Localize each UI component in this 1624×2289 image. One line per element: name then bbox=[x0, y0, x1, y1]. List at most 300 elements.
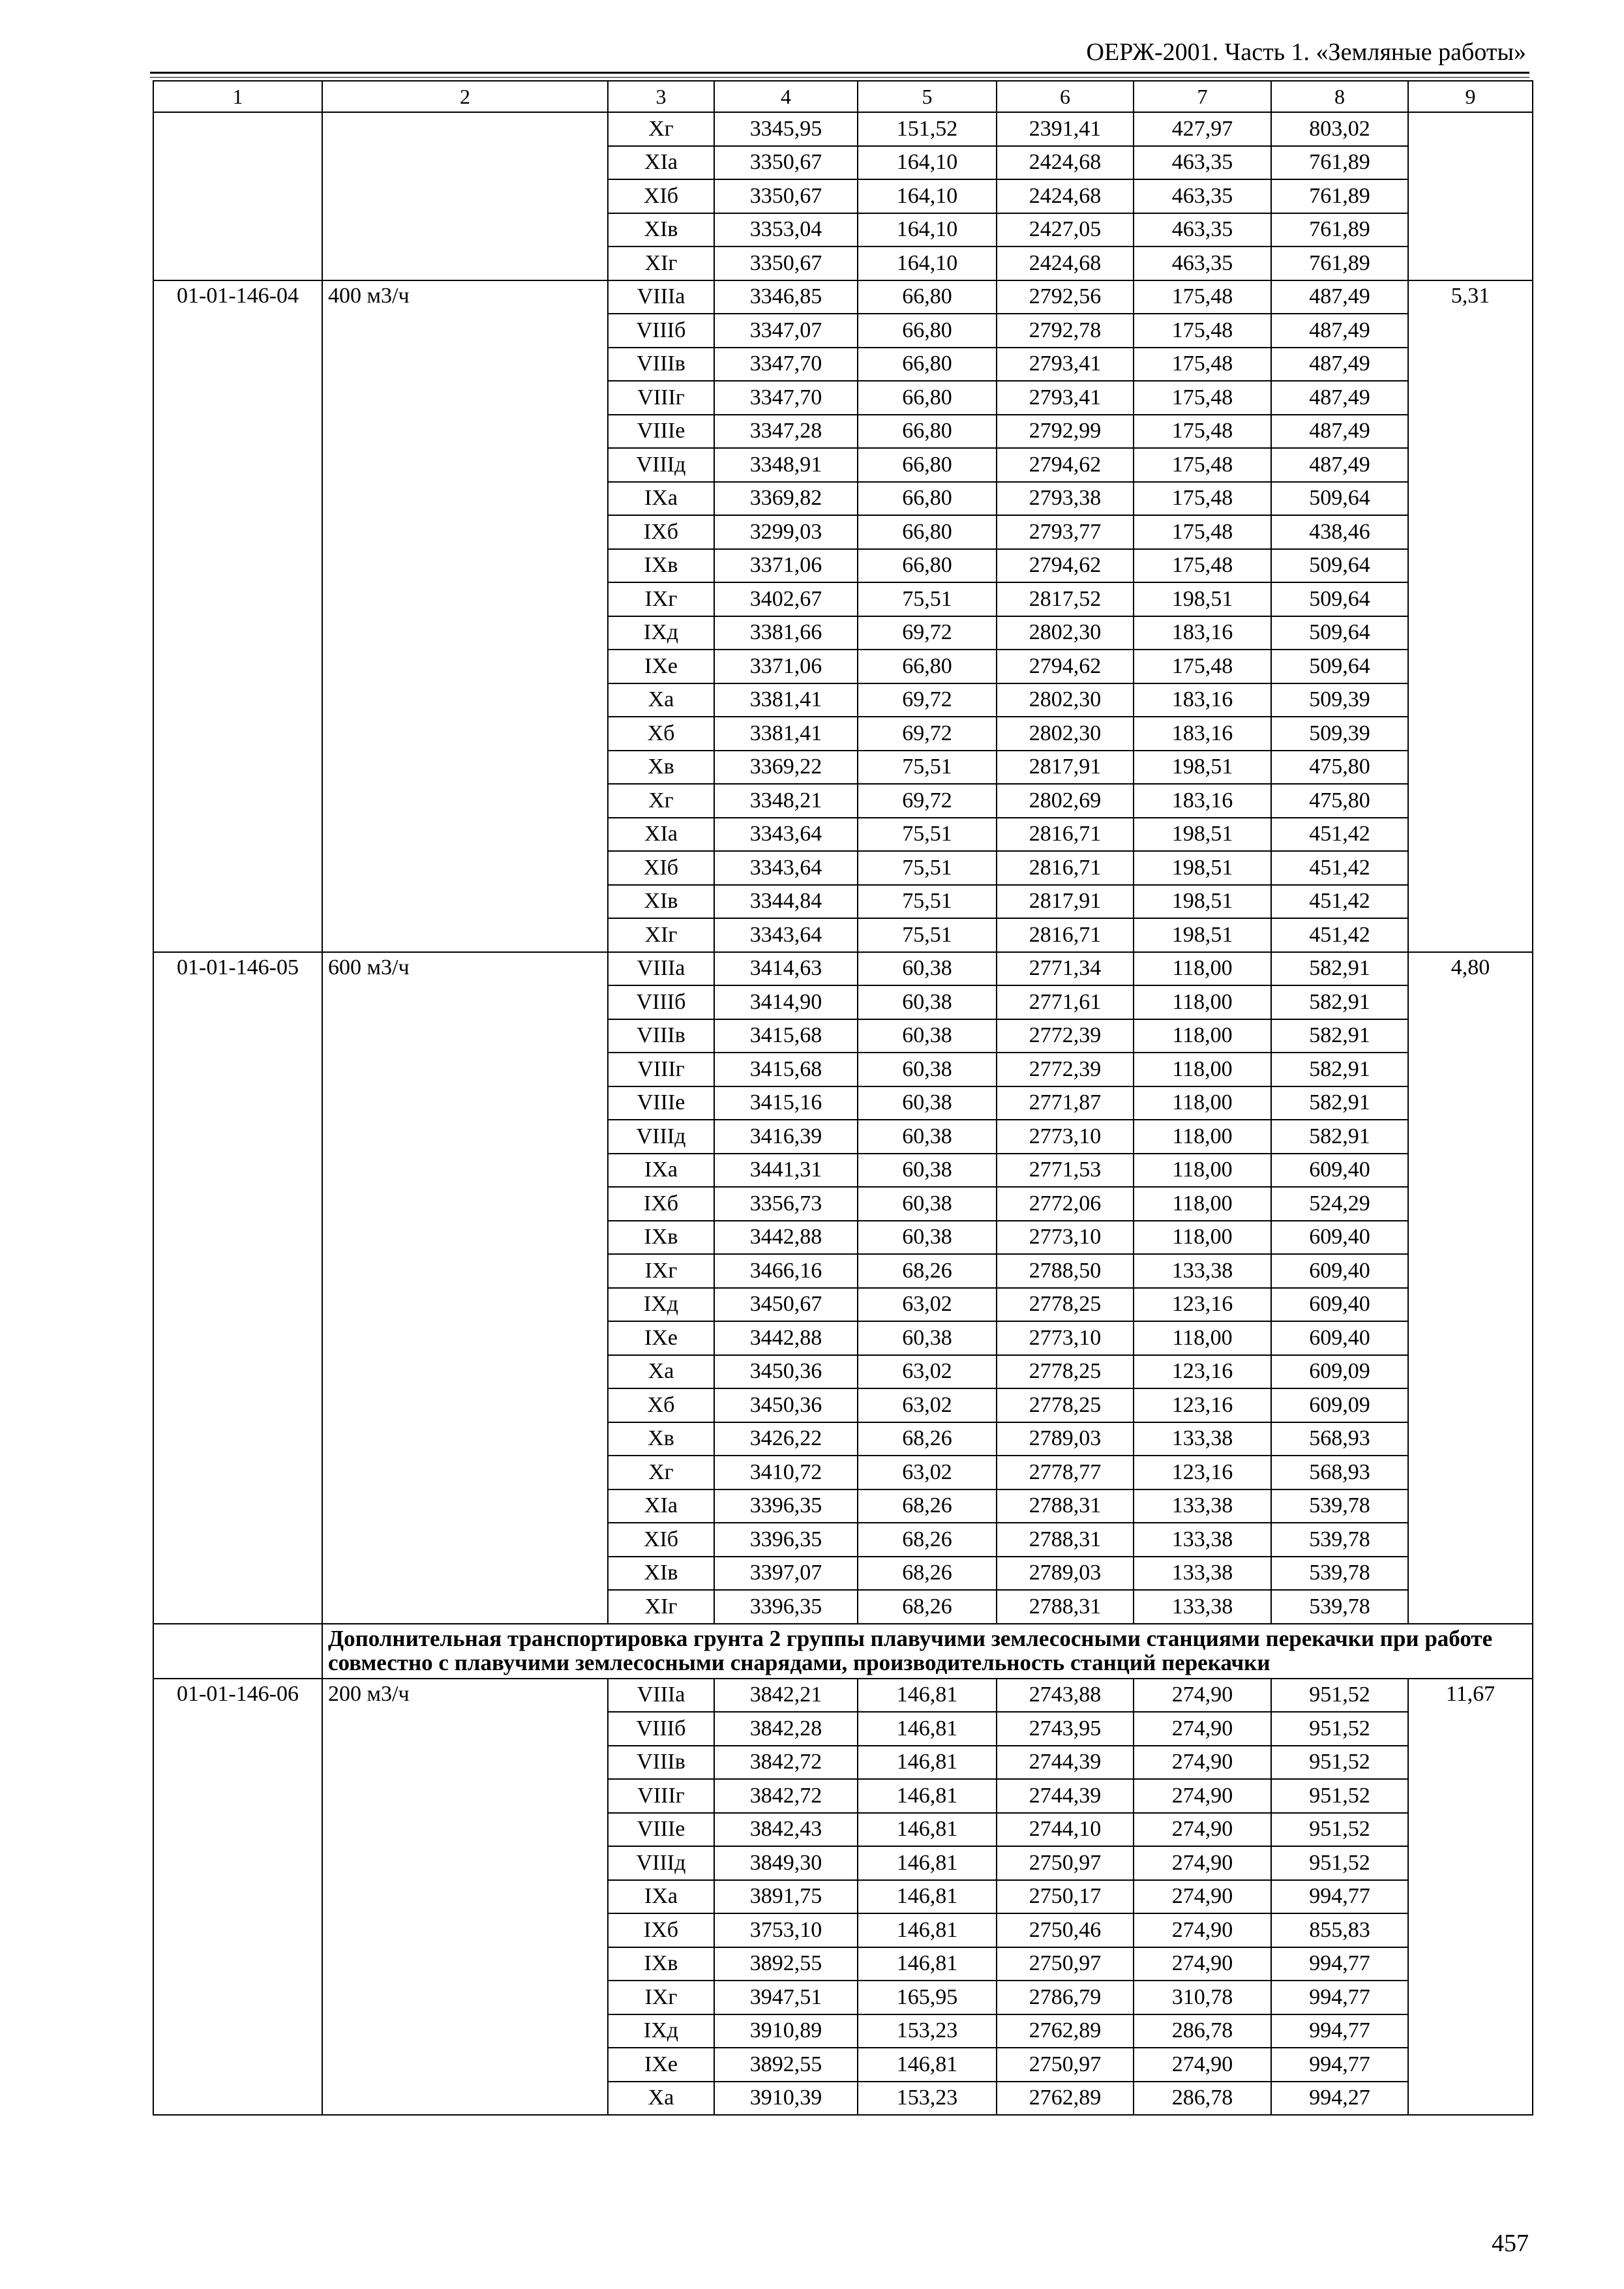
value-cell: 60,38 bbox=[858, 1187, 997, 1221]
category-cell: XIв bbox=[608, 885, 714, 919]
category-cell: XIг bbox=[608, 918, 714, 952]
value-cell: 123,16 bbox=[1134, 1456, 1271, 1489]
category-cell: IXб bbox=[608, 1913, 714, 1947]
value-cell: 2772,39 bbox=[997, 1019, 1134, 1053]
category-cell: XIг bbox=[608, 247, 714, 280]
value-cell: 3416,39 bbox=[714, 1120, 858, 1154]
category-cell: Xб bbox=[608, 717, 714, 751]
value-cell: 509,64 bbox=[1271, 616, 1408, 650]
value-cell: 2778,25 bbox=[997, 1355, 1134, 1389]
col-number: 7 bbox=[1134, 81, 1271, 112]
value-cell: 509,39 bbox=[1271, 683, 1408, 717]
value-cell: 66,80 bbox=[858, 515, 997, 549]
value-cell: 63,02 bbox=[858, 1288, 997, 1322]
category-cell: VIIIа bbox=[608, 952, 714, 986]
value-cell: 3426,22 bbox=[714, 1422, 858, 1456]
category-cell: IXе bbox=[608, 1321, 714, 1355]
value-cell: 509,64 bbox=[1271, 582, 1408, 616]
col-number: 4 bbox=[714, 81, 858, 112]
value-cell: 582,91 bbox=[1271, 985, 1408, 1019]
value-cell: 994,77 bbox=[1271, 1880, 1408, 1914]
value-cell: 609,40 bbox=[1271, 1154, 1408, 1188]
value-cell: 66,80 bbox=[858, 348, 997, 382]
category-cell: IXв bbox=[608, 549, 714, 583]
value-cell: 487,49 bbox=[1271, 448, 1408, 482]
value-cell: 75,51 bbox=[858, 885, 997, 919]
value-cell: 123,16 bbox=[1134, 1355, 1271, 1389]
value-cell: 175,48 bbox=[1134, 549, 1271, 583]
value-cell: 2789,03 bbox=[997, 1557, 1134, 1591]
category-cell: IXг bbox=[608, 1254, 714, 1288]
value-cell: 3910,39 bbox=[714, 2082, 858, 2116]
category-cell: VIIIе bbox=[608, 415, 714, 449]
value-cell: 164,10 bbox=[858, 146, 997, 180]
value-cell: 118,00 bbox=[1134, 1120, 1271, 1154]
rate-name: 600 м3/ч bbox=[322, 952, 608, 1624]
coefficient-cell: 4,80 bbox=[1408, 952, 1533, 1624]
value-cell: 2773,10 bbox=[997, 1221, 1134, 1255]
section-title-code-cell bbox=[153, 1624, 322, 1679]
value-cell: 951,52 bbox=[1271, 1679, 1408, 1713]
value-cell: 274,90 bbox=[1134, 1746, 1271, 1780]
category-cell: IXа bbox=[608, 1880, 714, 1914]
value-cell: 3441,31 bbox=[714, 1154, 858, 1188]
value-cell: 164,10 bbox=[858, 179, 997, 213]
value-cell: 165,95 bbox=[858, 1981, 997, 2014]
value-cell: 118,00 bbox=[1134, 1086, 1271, 1120]
value-cell: 153,23 bbox=[858, 2014, 997, 2048]
value-cell: 609,40 bbox=[1271, 1321, 1408, 1355]
category-cell: IXв bbox=[608, 1221, 714, 1255]
value-cell: 75,51 bbox=[858, 818, 997, 852]
category-cell: IXа bbox=[608, 1154, 714, 1188]
value-cell: 487,49 bbox=[1271, 348, 1408, 382]
value-cell: 951,52 bbox=[1271, 1813, 1408, 1847]
value-cell: 2424,68 bbox=[997, 146, 1134, 180]
value-cell: 63,02 bbox=[858, 1456, 997, 1489]
category-cell: XIв bbox=[608, 1557, 714, 1591]
value-cell: 60,38 bbox=[858, 1321, 997, 1355]
value-cell: 2771,61 bbox=[997, 985, 1134, 1019]
value-cell: 2772,39 bbox=[997, 1053, 1134, 1086]
value-cell: 123,16 bbox=[1134, 1288, 1271, 1322]
value-cell: 118,00 bbox=[1134, 1019, 1271, 1053]
value-cell: 463,35 bbox=[1134, 179, 1271, 213]
value-cell: 60,38 bbox=[858, 1019, 997, 1053]
value-cell: 609,09 bbox=[1271, 1388, 1408, 1422]
category-cell: VIIIг bbox=[608, 1053, 714, 1086]
value-cell: 3842,28 bbox=[714, 1712, 858, 1746]
header-rule-thick bbox=[150, 72, 1529, 74]
col-number: 5 bbox=[858, 81, 997, 112]
value-cell: 2786,79 bbox=[997, 1981, 1134, 2014]
category-cell: Xв bbox=[608, 751, 714, 785]
value-cell: 3466,16 bbox=[714, 1254, 858, 1288]
rate-code: 01-01-146-05 bbox=[153, 952, 322, 1624]
value-cell: 151,52 bbox=[858, 112, 997, 146]
value-cell: 60,38 bbox=[858, 1120, 997, 1154]
value-cell: 2792,78 bbox=[997, 314, 1134, 348]
value-cell: 2817,91 bbox=[997, 885, 1134, 919]
value-cell: 582,91 bbox=[1271, 952, 1408, 986]
category-cell: VIIIе bbox=[608, 1086, 714, 1120]
value-cell: 609,40 bbox=[1271, 1288, 1408, 1322]
value-cell: 427,97 bbox=[1134, 112, 1271, 146]
value-cell: 3348,21 bbox=[714, 784, 858, 818]
category-cell: XIб bbox=[608, 1523, 714, 1557]
value-cell: 69,72 bbox=[858, 683, 997, 717]
value-cell: 133,38 bbox=[1134, 1523, 1271, 1557]
category-cell: Xа bbox=[608, 683, 714, 717]
value-cell: 3849,30 bbox=[714, 1846, 858, 1880]
value-cell: 274,90 bbox=[1134, 1947, 1271, 1981]
category-cell: IXе bbox=[608, 2048, 714, 2082]
col-number: 6 bbox=[997, 81, 1134, 112]
value-cell: 175,48 bbox=[1134, 381, 1271, 415]
value-cell: 68,26 bbox=[858, 1523, 997, 1557]
value-cell: 175,48 bbox=[1134, 448, 1271, 482]
value-cell: 487,49 bbox=[1271, 280, 1408, 314]
value-cell: 198,51 bbox=[1134, 582, 1271, 616]
value-cell: 146,81 bbox=[858, 1846, 997, 1880]
category-cell: XIв bbox=[608, 213, 714, 247]
category-cell: VIIIв bbox=[608, 1019, 714, 1053]
value-cell: 3343,64 bbox=[714, 851, 858, 885]
category-cell: IXа bbox=[608, 482, 714, 516]
category-cell: IXд bbox=[608, 2014, 714, 2048]
value-cell: 994,77 bbox=[1271, 1981, 1408, 2014]
value-cell: 951,52 bbox=[1271, 1712, 1408, 1746]
value-cell: 69,72 bbox=[858, 717, 997, 751]
value-cell: 75,51 bbox=[858, 582, 997, 616]
value-cell: 3350,67 bbox=[714, 179, 858, 213]
value-cell: 3842,72 bbox=[714, 1779, 858, 1813]
value-cell: 3347,07 bbox=[714, 314, 858, 348]
value-cell: 994,77 bbox=[1271, 2014, 1408, 2048]
column-number-row bbox=[153, 81, 1533, 112]
value-cell: 2743,95 bbox=[997, 1712, 1134, 1746]
value-cell: 2773,10 bbox=[997, 1321, 1134, 1355]
value-cell: 3371,06 bbox=[714, 650, 858, 683]
category-cell: IXб bbox=[608, 515, 714, 549]
value-cell: 198,51 bbox=[1134, 851, 1271, 885]
value-cell: 198,51 bbox=[1134, 818, 1271, 852]
value-cell: 3397,07 bbox=[714, 1557, 858, 1591]
value-cell: 133,38 bbox=[1134, 1557, 1271, 1591]
value-cell: 3345,95 bbox=[714, 112, 858, 146]
value-cell: 2424,68 bbox=[997, 247, 1134, 280]
value-cell: 68,26 bbox=[858, 1489, 997, 1523]
value-cell: 2793,38 bbox=[997, 482, 1134, 516]
rate-code bbox=[153, 112, 322, 280]
value-cell: 146,81 bbox=[858, 2048, 997, 2082]
value-cell: 2789,03 bbox=[997, 1422, 1134, 1456]
value-cell: 463,35 bbox=[1134, 247, 1271, 280]
value-cell: 609,09 bbox=[1271, 1355, 1408, 1389]
value-cell: 3356,73 bbox=[714, 1187, 858, 1221]
value-cell: 2802,30 bbox=[997, 616, 1134, 650]
value-cell: 68,26 bbox=[858, 1254, 997, 1288]
value-cell: 66,80 bbox=[858, 650, 997, 683]
value-cell: 539,78 bbox=[1271, 1590, 1408, 1624]
category-cell: IXг bbox=[608, 1981, 714, 2014]
running-header: ОЕРЖ-2001. Часть 1. «Земляные работы» bbox=[1086, 38, 1526, 66]
value-cell: 75,51 bbox=[858, 751, 997, 785]
category-cell: IXд bbox=[608, 1288, 714, 1322]
value-cell: 2744,39 bbox=[997, 1779, 1134, 1813]
value-cell: 3381,41 bbox=[714, 717, 858, 751]
value-cell: 146,81 bbox=[858, 1913, 997, 1947]
value-cell: 2816,71 bbox=[997, 818, 1134, 852]
section-title-row bbox=[153, 1624, 1533, 1679]
coefficient-cell: 11,67 bbox=[1408, 1679, 1533, 2116]
value-cell: 2802,30 bbox=[997, 683, 1134, 717]
value-cell: 118,00 bbox=[1134, 985, 1271, 1019]
table-row bbox=[153, 1679, 1533, 1713]
value-cell: 153,23 bbox=[858, 2082, 997, 2116]
value-cell: 539,78 bbox=[1271, 1489, 1408, 1523]
rates-table bbox=[153, 80, 1533, 2116]
value-cell: 994,27 bbox=[1271, 2082, 1408, 2116]
value-cell: 2427,05 bbox=[997, 213, 1134, 247]
value-cell: 164,10 bbox=[858, 247, 997, 280]
value-cell: 3414,90 bbox=[714, 985, 858, 1019]
value-cell: 2788,31 bbox=[997, 1523, 1134, 1557]
value-cell: 3343,64 bbox=[714, 818, 858, 852]
value-cell: 3369,22 bbox=[714, 751, 858, 785]
value-cell: 3450,67 bbox=[714, 1288, 858, 1322]
value-cell: 146,81 bbox=[858, 1813, 997, 1847]
value-cell: 2771,87 bbox=[997, 1086, 1134, 1120]
value-cell: 75,51 bbox=[858, 918, 997, 952]
value-cell: 175,48 bbox=[1134, 280, 1271, 314]
rate-name: 400 м3/ч bbox=[322, 280, 608, 952]
value-cell: 539,78 bbox=[1271, 1523, 1408, 1557]
value-cell: 463,35 bbox=[1134, 146, 1271, 180]
category-cell: XIа bbox=[608, 1489, 714, 1523]
value-cell: 2794,62 bbox=[997, 448, 1134, 482]
value-cell: 463,35 bbox=[1134, 213, 1271, 247]
value-cell: 2793,41 bbox=[997, 348, 1134, 382]
value-cell: 123,16 bbox=[1134, 1388, 1271, 1422]
value-cell: 133,38 bbox=[1134, 1254, 1271, 1288]
category-cell: Xг bbox=[608, 112, 714, 146]
value-cell: 274,90 bbox=[1134, 1880, 1271, 1914]
value-cell: 310,78 bbox=[1134, 1981, 1271, 2014]
value-cell: 75,51 bbox=[858, 851, 997, 885]
category-cell: Xг bbox=[608, 784, 714, 818]
value-cell: 3842,21 bbox=[714, 1679, 858, 1713]
value-cell: 487,49 bbox=[1271, 381, 1408, 415]
value-cell: 146,81 bbox=[858, 1746, 997, 1780]
col-number: 8 bbox=[1271, 81, 1408, 112]
rate-name: 200 м3/ч bbox=[322, 1679, 608, 2116]
value-cell: 60,38 bbox=[858, 985, 997, 1019]
col-number: 1 bbox=[153, 81, 322, 112]
value-cell: 568,93 bbox=[1271, 1422, 1408, 1456]
value-cell: 2750,46 bbox=[997, 1913, 1134, 1947]
value-cell: 2793,77 bbox=[997, 515, 1134, 549]
value-cell: 286,78 bbox=[1134, 2014, 1271, 2048]
value-cell: 451,42 bbox=[1271, 851, 1408, 885]
value-cell: 63,02 bbox=[858, 1355, 997, 1389]
value-cell: 118,00 bbox=[1134, 1154, 1271, 1188]
category-cell: XIб bbox=[608, 179, 714, 213]
value-cell: 568,93 bbox=[1271, 1456, 1408, 1489]
value-cell: 2744,10 bbox=[997, 1813, 1134, 1847]
value-cell: 951,52 bbox=[1271, 1846, 1408, 1880]
value-cell: 146,81 bbox=[858, 1947, 997, 1981]
value-cell: 175,48 bbox=[1134, 650, 1271, 683]
value-cell: 524,29 bbox=[1271, 1187, 1408, 1221]
value-cell: 3947,51 bbox=[714, 1981, 858, 2014]
category-cell: IXг bbox=[608, 582, 714, 616]
value-cell: 3347,28 bbox=[714, 415, 858, 449]
value-cell: 994,77 bbox=[1271, 1947, 1408, 1981]
category-cell: VIIIб bbox=[608, 314, 714, 348]
value-cell: 68,26 bbox=[858, 1590, 997, 1624]
value-cell: 487,49 bbox=[1271, 415, 1408, 449]
value-cell: 509,64 bbox=[1271, 482, 1408, 516]
value-cell: 198,51 bbox=[1134, 885, 1271, 919]
value-cell: 2391,41 bbox=[997, 112, 1134, 146]
value-cell: 63,02 bbox=[858, 1388, 997, 1422]
value-cell: 2794,62 bbox=[997, 549, 1134, 583]
value-cell: 3348,91 bbox=[714, 448, 858, 482]
value-cell: 761,89 bbox=[1271, 213, 1408, 247]
value-cell: 68,26 bbox=[858, 1557, 997, 1591]
value-cell: 3381,66 bbox=[714, 616, 858, 650]
value-cell: 2750,97 bbox=[997, 2048, 1134, 2082]
value-cell: 3410,72 bbox=[714, 1456, 858, 1489]
value-cell: 183,16 bbox=[1134, 683, 1271, 717]
category-cell: VIIIб bbox=[608, 985, 714, 1019]
value-cell: 3299,03 bbox=[714, 515, 858, 549]
value-cell: 60,38 bbox=[858, 1053, 997, 1086]
category-cell: XIа bbox=[608, 146, 714, 180]
value-cell: 3892,55 bbox=[714, 1947, 858, 1981]
value-cell: 2750,97 bbox=[997, 1846, 1134, 1880]
category-cell: VIIIг bbox=[608, 1779, 714, 1813]
coefficient-cell: 5,31 bbox=[1408, 280, 1533, 952]
value-cell: 175,48 bbox=[1134, 348, 1271, 382]
value-cell: 2788,31 bbox=[997, 1590, 1134, 1624]
value-cell: 3353,04 bbox=[714, 213, 858, 247]
value-cell: 994,77 bbox=[1271, 2048, 1408, 2082]
col-number: 3 bbox=[608, 81, 714, 112]
section-title: Дополнительная транспортировка грунта 2 группы плавучими землесосными станциями перекачки при работе совместно с плавучими землесосными снарядами, производительность станций перекачки bbox=[322, 1624, 1533, 1679]
value-cell: 3910,89 bbox=[714, 2014, 858, 2048]
value-cell: 164,10 bbox=[858, 213, 997, 247]
value-cell: 3442,88 bbox=[714, 1321, 858, 1355]
value-cell: 2771,34 bbox=[997, 952, 1134, 986]
value-cell: 3415,68 bbox=[714, 1019, 858, 1053]
value-cell: 3396,35 bbox=[714, 1590, 858, 1624]
category-cell: VIIIд bbox=[608, 1846, 714, 1880]
value-cell: 582,91 bbox=[1271, 1120, 1408, 1154]
value-cell: 438,46 bbox=[1271, 515, 1408, 549]
category-cell: XIа bbox=[608, 818, 714, 852]
value-cell: 3344,84 bbox=[714, 885, 858, 919]
value-cell: 3343,64 bbox=[714, 918, 858, 952]
value-cell: 175,48 bbox=[1134, 515, 1271, 549]
value-cell: 761,89 bbox=[1271, 247, 1408, 280]
value-cell: 3442,88 bbox=[714, 1221, 858, 1255]
value-cell: 118,00 bbox=[1134, 1187, 1271, 1221]
value-cell: 451,42 bbox=[1271, 818, 1408, 852]
value-cell: 451,42 bbox=[1271, 885, 1408, 919]
value-cell: 3753,10 bbox=[714, 1913, 858, 1947]
value-cell: 609,40 bbox=[1271, 1254, 1408, 1288]
value-cell: 2778,25 bbox=[997, 1288, 1134, 1322]
rate-name bbox=[322, 112, 608, 280]
coefficient-cell bbox=[1408, 112, 1533, 280]
value-cell: 69,72 bbox=[858, 616, 997, 650]
rate-code: 01-01-146-06 bbox=[153, 1679, 322, 2116]
value-cell: 2750,17 bbox=[997, 1880, 1134, 1914]
table-row bbox=[153, 952, 1533, 986]
value-cell: 274,90 bbox=[1134, 1846, 1271, 1880]
value-cell: 60,38 bbox=[858, 1221, 997, 1255]
col-number: 9 bbox=[1408, 81, 1533, 112]
value-cell: 2743,88 bbox=[997, 1679, 1134, 1713]
value-cell: 2771,53 bbox=[997, 1154, 1134, 1188]
value-cell: 175,48 bbox=[1134, 415, 1271, 449]
value-cell: 118,00 bbox=[1134, 952, 1271, 986]
value-cell: 286,78 bbox=[1134, 2082, 1271, 2116]
value-cell: 2788,31 bbox=[997, 1489, 1134, 1523]
value-cell: 3402,67 bbox=[714, 582, 858, 616]
category-cell: VIIIг bbox=[608, 381, 714, 415]
value-cell: 451,42 bbox=[1271, 918, 1408, 952]
value-cell: 951,52 bbox=[1271, 1779, 1408, 1813]
value-cell: 582,91 bbox=[1271, 1086, 1408, 1120]
value-cell: 274,90 bbox=[1134, 2048, 1271, 2082]
value-cell: 183,16 bbox=[1134, 784, 1271, 818]
value-cell: 66,80 bbox=[858, 415, 997, 449]
value-cell: 133,38 bbox=[1134, 1422, 1271, 1456]
value-cell: 3415,16 bbox=[714, 1086, 858, 1120]
value-cell: 274,90 bbox=[1134, 1913, 1271, 1947]
value-cell: 3381,41 bbox=[714, 683, 858, 717]
value-cell: 3347,70 bbox=[714, 348, 858, 382]
value-cell: 198,51 bbox=[1134, 918, 1271, 952]
value-cell: 2792,99 bbox=[997, 415, 1134, 449]
category-cell: Xв bbox=[608, 1422, 714, 1456]
category-cell: VIIIб bbox=[608, 1712, 714, 1746]
value-cell: 582,91 bbox=[1271, 1019, 1408, 1053]
value-cell: 951,52 bbox=[1271, 1746, 1408, 1780]
value-cell: 274,90 bbox=[1134, 1712, 1271, 1746]
value-cell: 2773,10 bbox=[997, 1120, 1134, 1154]
value-cell: 198,51 bbox=[1134, 751, 1271, 785]
value-cell: 582,91 bbox=[1271, 1053, 1408, 1086]
category-cell: VIIIд bbox=[608, 1120, 714, 1154]
value-cell: 69,72 bbox=[858, 784, 997, 818]
value-cell: 2788,50 bbox=[997, 1254, 1134, 1288]
category-cell: VIIIв bbox=[608, 1746, 714, 1780]
value-cell: 118,00 bbox=[1134, 1321, 1271, 1355]
category-cell: IXб bbox=[608, 1187, 714, 1221]
value-cell: 509,64 bbox=[1271, 650, 1408, 683]
col-number: 2 bbox=[322, 81, 608, 112]
category-cell: VIIIд bbox=[608, 448, 714, 482]
value-cell: 66,80 bbox=[858, 482, 997, 516]
value-cell: 3346,85 bbox=[714, 280, 858, 314]
value-cell: 2802,69 bbox=[997, 784, 1134, 818]
value-cell: 3450,36 bbox=[714, 1388, 858, 1422]
category-cell: Xг bbox=[608, 1456, 714, 1489]
